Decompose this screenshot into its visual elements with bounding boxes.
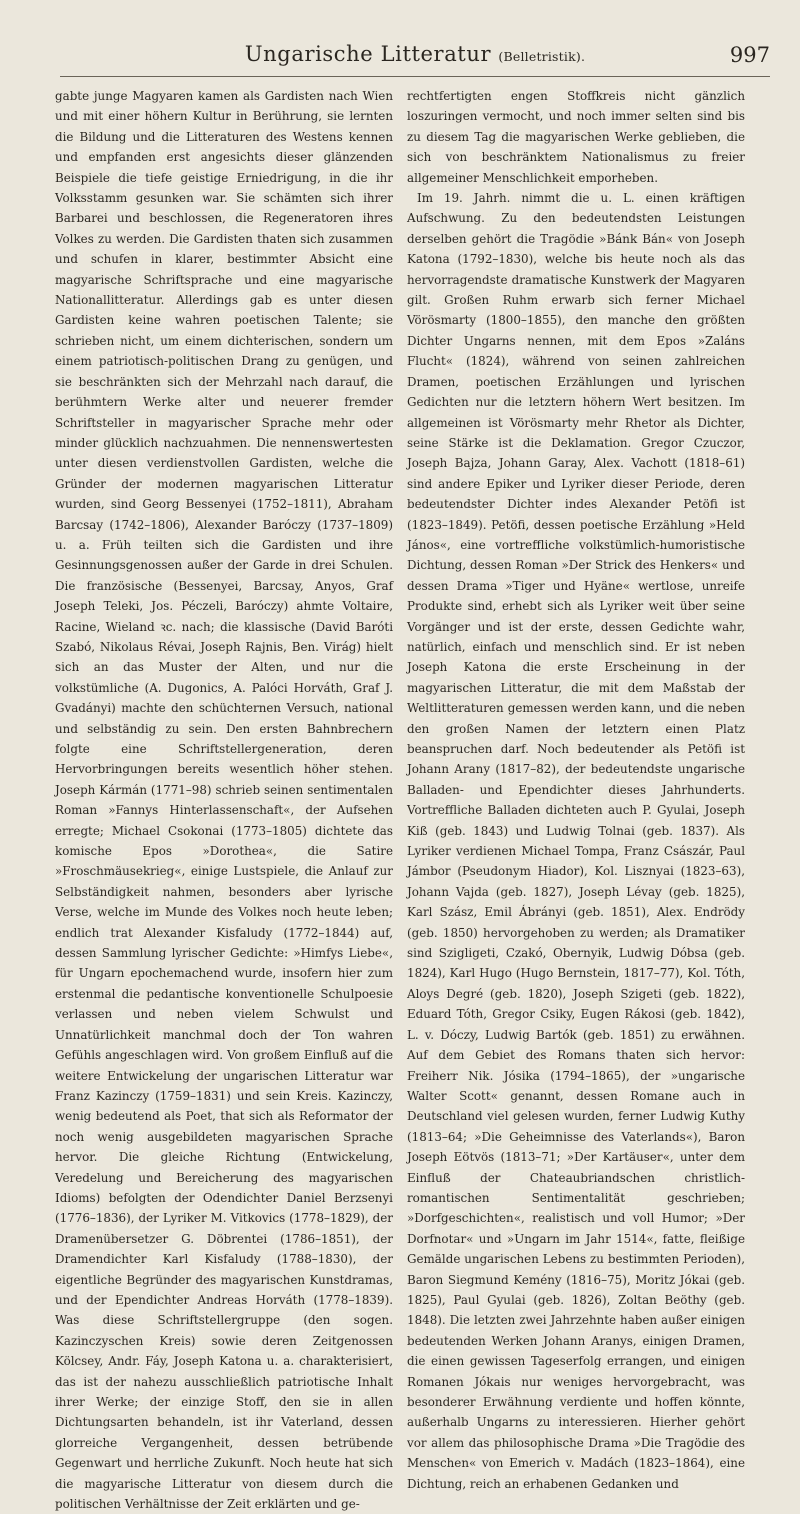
right-paragraph-1: rechtfertigten engen Stoffkreis nicht gänzlich loszuringen vermocht, und noch immer selten sind bis zu diesem Tag die magyarischen Werke geblieben, die sich von beschränktem Nationalismus zu freier allgemeiner Menschlichkeit emporheben. (407, 89, 745, 185)
right-paragraph-2: Im 19. Jahrh. nimmt die u. L. einen kräftigen Aufschwung. Zu den bedeutendsten Leistungen derselben gehört die Tragödie »Bánk Bán« von Joseph Katona (1792–1830), welche bis heute noch als das hervorragendste dramatische Kunstwerk der Magyaren gilt. Großen Ruhm erwarb sich ferner Michael Vörösmarty (1800–1855), den manche den größten Dichter Ungarns nennen, mit dem Epos »Zaláns Flucht« (1824), während von seinen zahlreichen Dramen, poetischen Erzählungen und lyrischen Gedichten nur die letztern höhern Wert besitzen. Im allgemeinen ist Vörösmarty mehr Rhetor als Dichter, seine Stärke ist die Deklamation. Gregor Czuczor, Joseph Bajza, Johann Garay, Alex. Vachott (1818–61) sind andere Epiker und Lyriker dieser Periode, deren bedeutendster Dichter indes Alexander Petöfi ist (1823–1849). Petöfi, dessen poetische Erzählung »Held János«, eine vortreffliche volkstümlich-humoristische Dichtung, dessen Roman »Der Strick des Henkers« und dessen Drama »Tiger und Hyäne« wertlose, unreife Produkte sind, erhebt sich als Lyriker weit über seine Vorgänger und ist der erste, dessen Gedichte wahr, natürlich, einfach und menschlich sind. Er ist neben Joseph Katona die erste Erscheinung in der magyarischen Litteratur, die mit dem Maßstab der Weltlitteraturen gemessen werden kann, und die neben den großen Namen der letztern einen Platz beanspruchen darf. Noch bedeutender als Petöfi ist Johann Arany (1817–82), der bedeutendste ungarische Balladen- und Ependichter dieses Jahrhunderts. Vortreffliche Balladen dichteten auch P. Gyulai, Joseph Kiß (geb. 1843) und Ludwig Tolnai (geb. 1837). Als Lyriker verdienen Michael Tompa, Franz Császár, Paul Jámbor (Pseudonym Hiador), Kol. Lisznyai (1823–63), Johann Vajda (geb. 1827), Joseph Lévay (geb. 1825), Karl Szász, Emil Ábrányi (geb. 1851), Alex. Endrödy (geb. 1850) hervorgehoben zu werden; als Dramatiker sind Szigligeti, Czakó, Obernyik, Ludwig Dóbsa (geb. 1824), Karl Hugo (Hugo Bernstein, 1817–77), Kol. Tóth, Aloys Degré (geb. 1820), Joseph Szigeti (geb. 1822), Eduard Tóth, Gregor Csiky, Eugen Rákosi (geb. 1842), L. v. Dóczy, Ludwig Bartók (geb. 1851) zu erwähnen. Auf dem Gebiet des Romans thaten sich hervor: Freiherr Nik. Jósika (1794–1865), der »ungarische Walter Scott« genannt, dessen Romane auch in Deutschland viel gelesen wurden, ferner Ludwig Kuthy (1813–64; »Die Geheimnisse des Vaterlands«), Baron Joseph Eötvös (1813–71; »Der Kartäuser«, unter dem Einfluß der Chateaubriandschen christlich-romantischen Sentimentalität geschrieben; »Dorfgeschichten«, realistisch und voll Humor; »Der Dorfnotar« und »Ungarn im Jahr 1514«, fatte, fleißige Gemälde ungarischen Lebens zu bestimmten Perioden), Baron Siegmund Kemény (1816–75), Moritz Jókai (geb. 1825), Paul Gyulai (geb. 1826), Zoltan Beöthy (geb. 1848). Die letzten zwei Jahrzehnte haben außer einigen bedeutenden Werken Johann Aranys, einigen Dramen, die einen gewissen Tageserfolg errangen, und einigen Romanen Jókais nur weniges hervorgebracht, was besonderer Erwähnung verdiente und hoffen könnte, außerhalb Ungarns zu interessieren. Hierher gehört vor allem das philosophische Drama »Die Tragödie des Menschen« von Emerich v. Madách (1823–1864), eine Dichtung, reich an erhabenen Gedanken und (407, 191, 745, 1491)
running-header (60, 42, 770, 77)
page-number: 997 (729, 43, 770, 67)
page-header-title (60, 42, 770, 66)
header-subtitle: (Belletristik). (498, 49, 586, 64)
right-column (407, 86, 745, 1491)
left-column (55, 86, 393, 1512)
left-paragraph: gabte junge Magyaren kamen als Gardisten nach Wien und mit einer höhern Kultur in Berührung, sie lernten die Bildung und die Litteraturen des Westens kennen und empfanden erst angesichts dieser glänzenden Beispiele die tiefe geistige Erniedrigung, in die ihr Volksstamm gesunken war. Sie schämten sich ihrer Barbarei und beschlossen, die Regeneratoren ihres Volkes zu werden. Die Gardisten thaten sich zusammen und schufen in klarer, bestimmter Absicht eine magyarische Schriftsprache und eine magyarische Nationallitteratur. Allerdings gab es unter diesen Gardisten keine wahren poetischen Talente; sie schrieben nicht, um einem dichterischen, sondern um einem patriotisch-politischen Drang zu genügen, und sie beschränkten sich der Mehrzahl nach darauf, die berühmtern Werke alter und neuerer fremder Schriftsteller in magyarischer Sprache mehr oder minder glücklich nachzuahmen. Die nennenswertesten unter diesen verdienstvollen Gardisten, welche die Gründer der modernen magyarischen Litteratur wurden, sind Georg Bessenyei (1752–1811), Abraham Barcsay (1742–1806), Alexander Baróczy (1737–1809) u. a. Früh teilten sich die Gardisten und ihre Gesinnungsgenossen außer der Garde in drei Schulen. Die französische (Bessenyei, Barcsay, Anyos, Graf Joseph Teleki, Jos. Péczeli, Baróczy) ahmte Voltaire, Racine, Wieland ꝛc. nach; die klassische (David Baróti Szabó, Nikolaus Révai, Joseph Rajnis, Ben. Virág) hielt sich an das Muster der Alten, und nur die volkstümliche (A. Dugonics, A. Palóci Horváth, Graf J. Gvadányi) machte den schüchternen Versuch, national und selbständig zu sein. Den ersten Bahnbrechern folgte eine Schriftstellergeneration, deren Hervorbringungen bereits wesentlich höher stehen. Joseph Kármán (1771–98) schrieb seinen sentimentalen Roman »Fannys Hinterlassenschaft«, der Aufsehen erregte; Michael Csokonai (1773–1805) dichtete das komische Epos »Dorothea«, die Satire »Froschmäusekrieg«, einige Lustspiele, die Anlauf zur Selbständigkeit nahmen, besonders aber lyrische Verse, welche im Munde des Volkes noch heute leben; endlich trat Alexander Kisfaludy (1772–1844) auf, dessen Sammlung lyrischer Gedichte: »Himfys Liebe«, für Ungarn epochemachend wurde, insofern hier zum erstenmal die pedantische konventionelle Schulpoesie verlassen und neben vielem Schwulst und Unnatürlichkeit manchmal doch der Ton wahren Gefühls angeschlagen wird. Von großem Einfluß auf die weitere Entwickelung der ungarischen Litteratur war Franz Kazinczy (1759–1831) und sein Kreis. Kazinczy, wenig bedeutend als Poet, that sich als Reformator der noch wenig ausgebildeten magyarischen Sprache hervor. Die gleiche Richtung (Entwickelung, Veredelung und Bereicherung des magyarischen Idioms) befolgten der Odendichter Daniel Berzsenyi (1776–1836), der Lyriker M. Vitkovics (1778–1829), der Dramenübersetzer G. Döbrentei (1786–1851), der Dramendichter Karl Kisfaludy (1788–1830), der eigentliche Begründer des magyarischen Kunstdramas, und der Ependichter Andreas Horváth (1778–1839). Was diese Schriftstellergruppe (den sogen. Kazinczyschen Kreis) sowie deren Zeitgenossen Kölcsey, Andr. Fáy, Joseph Katona u. a. charakterisiert, das ist der nahezu ausschließlich patriotische Inhalt ihrer Werke; der einzige Stoff, den sie in allen Dichtungsarten behandeln, ist ihr Vaterland, dessen glorreiche Vergangenheit, dessen betrübende Gegenwart und herrliche Zukunft. Noch heute hat sich die magyarische Litteratur von diesem durch die politischen Verhältnisse der Zeit erklärten und ge- (55, 89, 393, 1512)
header-title-text: Ungarische Litteratur (244, 42, 492, 66)
